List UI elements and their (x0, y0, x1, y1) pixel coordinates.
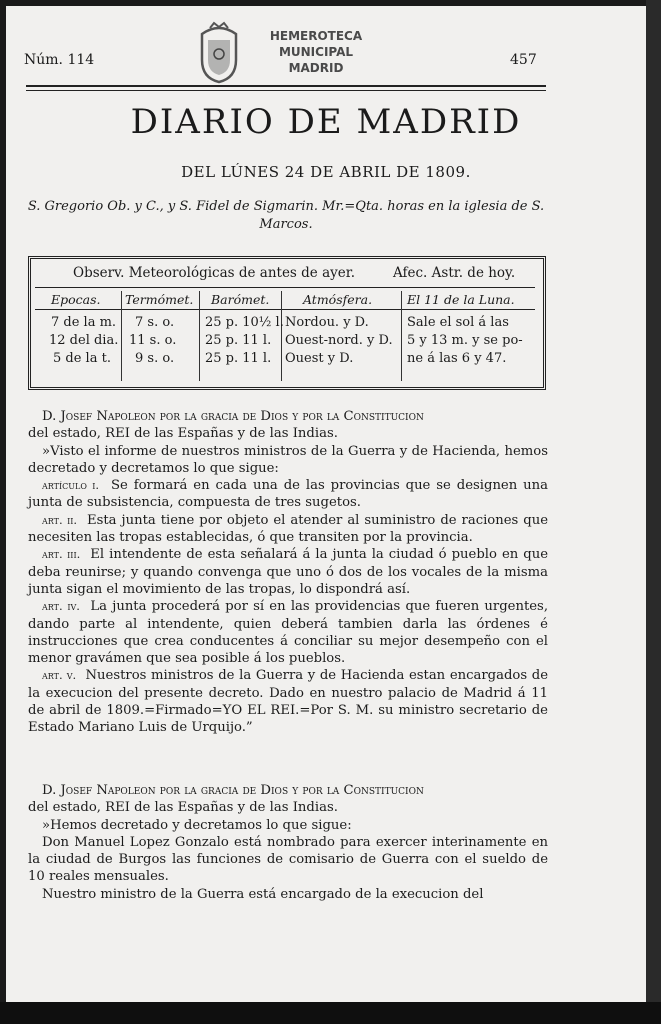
column-header: Barómet. (211, 292, 270, 307)
table-cell: 25 p. 11 l. (205, 351, 272, 366)
column-divider (199, 291, 200, 381)
issue-number: Núm. 114 (24, 52, 95, 68)
moon-line: 5 y 13 m. y se po- (407, 333, 523, 348)
decree-heading-cont: del estado, REI de las Españas y de las Indias. (28, 800, 338, 816)
coat-of-arms-stamp-icon (192, 20, 246, 86)
column-divider (121, 291, 122, 381)
article-label: art. iii. (42, 547, 81, 562)
stamp-line: MUNICIPAL (278, 45, 354, 59)
table-cell: 11 s. o. (129, 333, 177, 348)
stamp-line: HEMEROTECA (269, 29, 363, 43)
meteorological-table (28, 256, 546, 390)
header-rule-thin (26, 90, 546, 91)
table-cell: Ouest y D. (285, 351, 354, 366)
meteo-rule (35, 287, 535, 288)
saints-of-day: S. Gregorio Ob. y C., y S. Fidel de Sigmarin. Mr.=Qta. horas en la iglesia de S. Marcos. (27, 199, 545, 232)
article-5 (28, 667, 548, 736)
article-4 (28, 598, 548, 667)
library-stamp (256, 28, 376, 76)
column-header: El 11 de la Luna. (407, 292, 515, 307)
table-cell: 12 del dia. (49, 333, 119, 348)
moon-line: Sale el sol á las (407, 315, 509, 330)
table-cell: 25 p. 10½ l. (205, 315, 284, 330)
article-2 (28, 512, 548, 547)
column-divider (281, 291, 282, 381)
article-text: El intendente de esta señalará á la junta la ciudad ó pueblo en que deba reunirse; y quando convenga que uno ó dos de los vocales de la misma junta sigan el movimiento de las tropas, lo dispondrá así. (28, 547, 548, 597)
scan-edge-bottom (0, 1002, 661, 1024)
table-cell: 7 de la m. (51, 315, 117, 330)
column-header: Epocas. (51, 292, 101, 307)
column-divider (401, 291, 402, 381)
meteo-right-title: Afec. Astr. de hoy. (393, 265, 516, 281)
article-label: artículo i. (42, 478, 100, 493)
scan-edge-right (646, 0, 661, 1024)
table-cell: Nordou. y D. (285, 315, 369, 330)
column-header: Termómet. (125, 292, 194, 307)
table-cell: 7 s. o. (135, 315, 175, 330)
article-text: La junta procederá por sí en las providencias que fueren urgentes, dando parte al intendente, quien deberá tambien darla las órdenes é instrucciones que crea conducentes á conciliar su mejor desempeño con el menor gravámen que sea posible á los pueblos. (28, 599, 549, 667)
moon-line: ne á las 6 y 47. (407, 351, 507, 366)
article-text: Se formará en cada una de las provincias que se designen una junta de subsistencia, compuesta de tres sugetos. (28, 478, 548, 511)
decree-heading: D. Josef Napoleon por la gracia de Dios y por la Constitucion (42, 409, 424, 424)
decree-paragraph: Don Manuel Lopez Gonzalo está nombrado para exercer interinamente en la ciudad de Burgos las funciones de comisario de Guerra con el sueldo de 10 reales mensuales. (28, 834, 548, 885)
table-cell: 25 p. 11 l. (205, 333, 272, 348)
decree-one (28, 408, 548, 737)
article-label: art. ii. (42, 512, 78, 527)
article-text: Esta junta tiene por objeto el atender al suministro de raciones que necesiten las tropas establecidas, ó que transiten por la provincia. (28, 512, 548, 546)
article-3 (28, 546, 548, 598)
decree-paragraph: Nuestro ministro de la Guerra está encargado de la execucion del (42, 886, 484, 902)
table-cell: 5 de la t. (53, 351, 111, 366)
meteo-left-title: Observ. Meteorológicas de antes de ayer. (73, 265, 356, 281)
header-rule (26, 85, 546, 87)
decree-intro: »Visto el informe de nuestros ministros de la Guerra y de Hacienda, hemos decretado y decretamos lo que sigue: (28, 443, 548, 476)
table-cell: Ouest-nord. y D. (285, 333, 393, 348)
newspaper-title: DIARIO DE MADRID (130, 102, 522, 142)
decree-intro: »Hemos decretado y decretamos lo que sigue: (42, 817, 352, 833)
stamp-line: MADRID (288, 61, 344, 75)
decree-heading: D. Josef Napoleon por la gracia de Dios y por la Constitucion (42, 783, 424, 798)
decree-heading-cont: del estado, REI de las Españas y de las Indias. (28, 426, 338, 442)
column-header: Atmósfera. (303, 292, 373, 307)
table-cell: 9 s. o. (135, 351, 175, 366)
meteo-rule (35, 309, 535, 310)
article-1 (28, 477, 548, 512)
issue-date: DEL LÚNES 24 DE ABRIL DE 1809. (181, 163, 471, 181)
article-label: art. v. (42, 668, 77, 683)
decree-two (28, 782, 548, 903)
article-text: Nuestros ministros de la Guerra y de Hacienda estan encargados de la execucion del presente decreto. Dado en nuestro palacio de Madrid á 11 de abril de 1809.=Firmado=YO EL REI.=Por S. M. su ministro secretario de Estado Mariano Luis de Urquijo.” (28, 668, 549, 736)
newspaper-page (6, 6, 646, 1002)
page-number: 457 (510, 52, 537, 68)
article-label: art. iv. (42, 599, 80, 614)
